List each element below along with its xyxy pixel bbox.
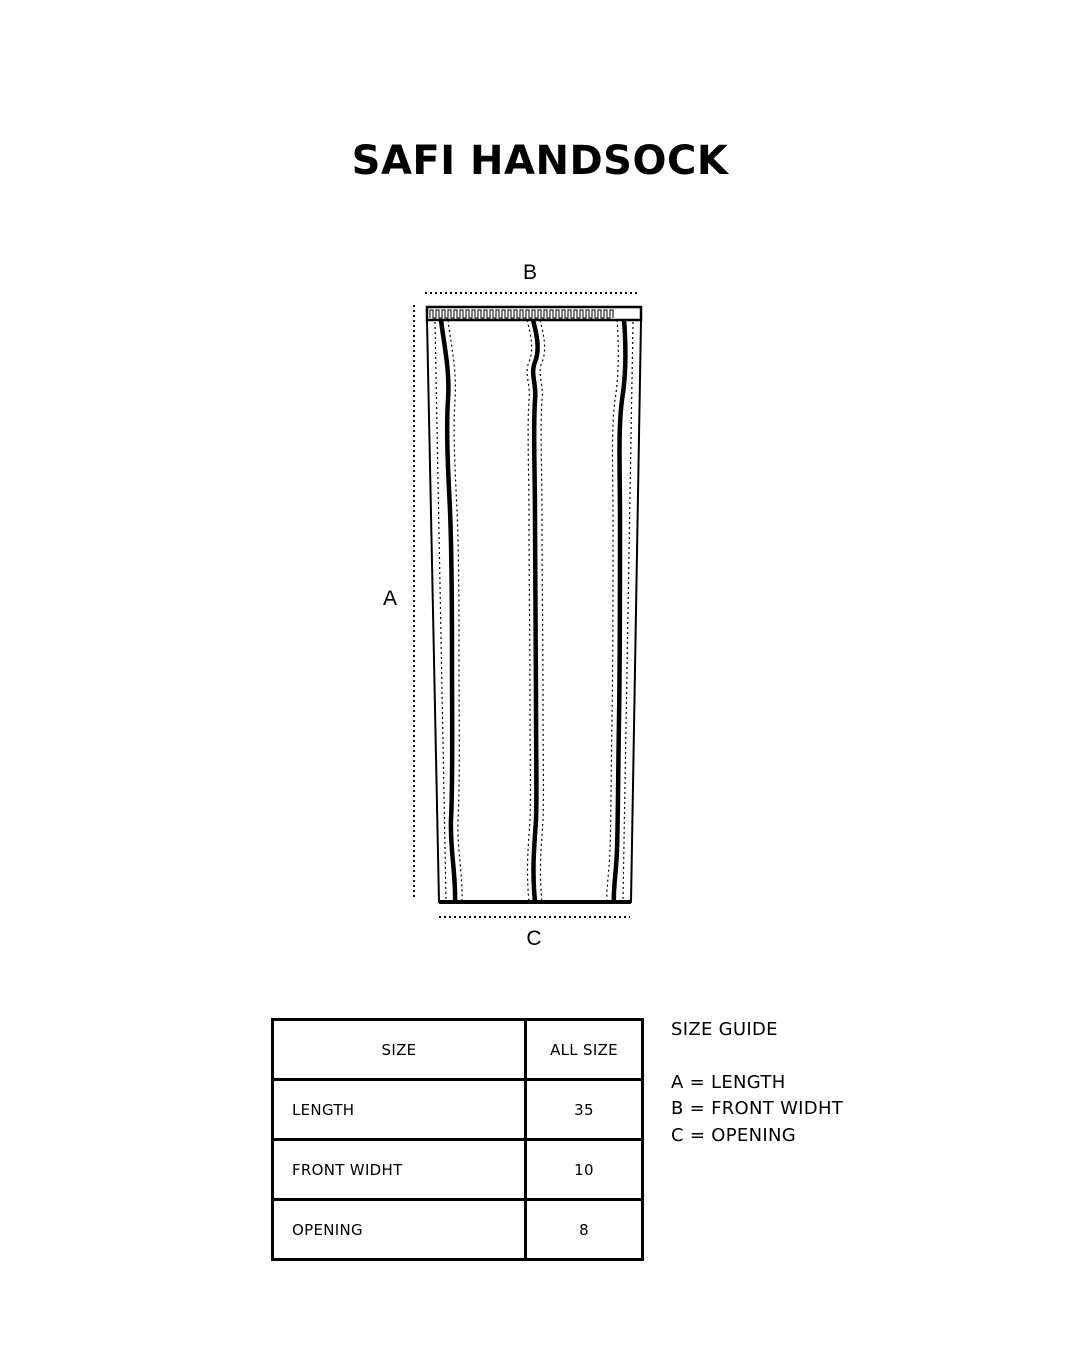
right-edge-stitching [623, 322, 633, 900]
size-table [271, 1018, 644, 1261]
table-row [273, 1140, 643, 1200]
center-seam-stitching-right [540, 320, 545, 902]
size-guide-title: SIZE GUIDE [671, 1019, 778, 1040]
left-seam-line [441, 320, 455, 902]
table-header-cell: ALL SIZE [526, 1020, 643, 1080]
size-guide-item: C = OPENING [671, 1124, 796, 1146]
dimension-label-b: B [522, 261, 538, 284]
center-seam-line [533, 320, 538, 902]
size-guide-item: A = LENGTH [671, 1071, 786, 1093]
right-seam-line [614, 320, 626, 902]
table-row-label: OPENING [273, 1200, 526, 1260]
table-row-value: 10 [526, 1140, 643, 1200]
table-row-label: LENGTH [273, 1080, 526, 1140]
size-guide-item: B = FRONT WIDHT [671, 1098, 844, 1119]
page-title: SAFI HANDSOCK [351, 138, 729, 184]
table-header-cell: SIZE [273, 1020, 526, 1080]
table-row-value: 35 [526, 1080, 643, 1140]
dimension-label-c: C [526, 927, 542, 950]
center-seam-stitching-left [527, 320, 532, 902]
table-row-value: 8 [526, 1200, 643, 1260]
size-guide-legend [671, 1017, 843, 1149]
dimension-label-a: A [382, 587, 398, 610]
table-row-label: FRONT WIDHT [273, 1140, 526, 1200]
ribbed-cuff [427, 307, 641, 320]
table-row [273, 1200, 643, 1260]
table-header-row [273, 1020, 643, 1080]
table-row [273, 1080, 643, 1140]
